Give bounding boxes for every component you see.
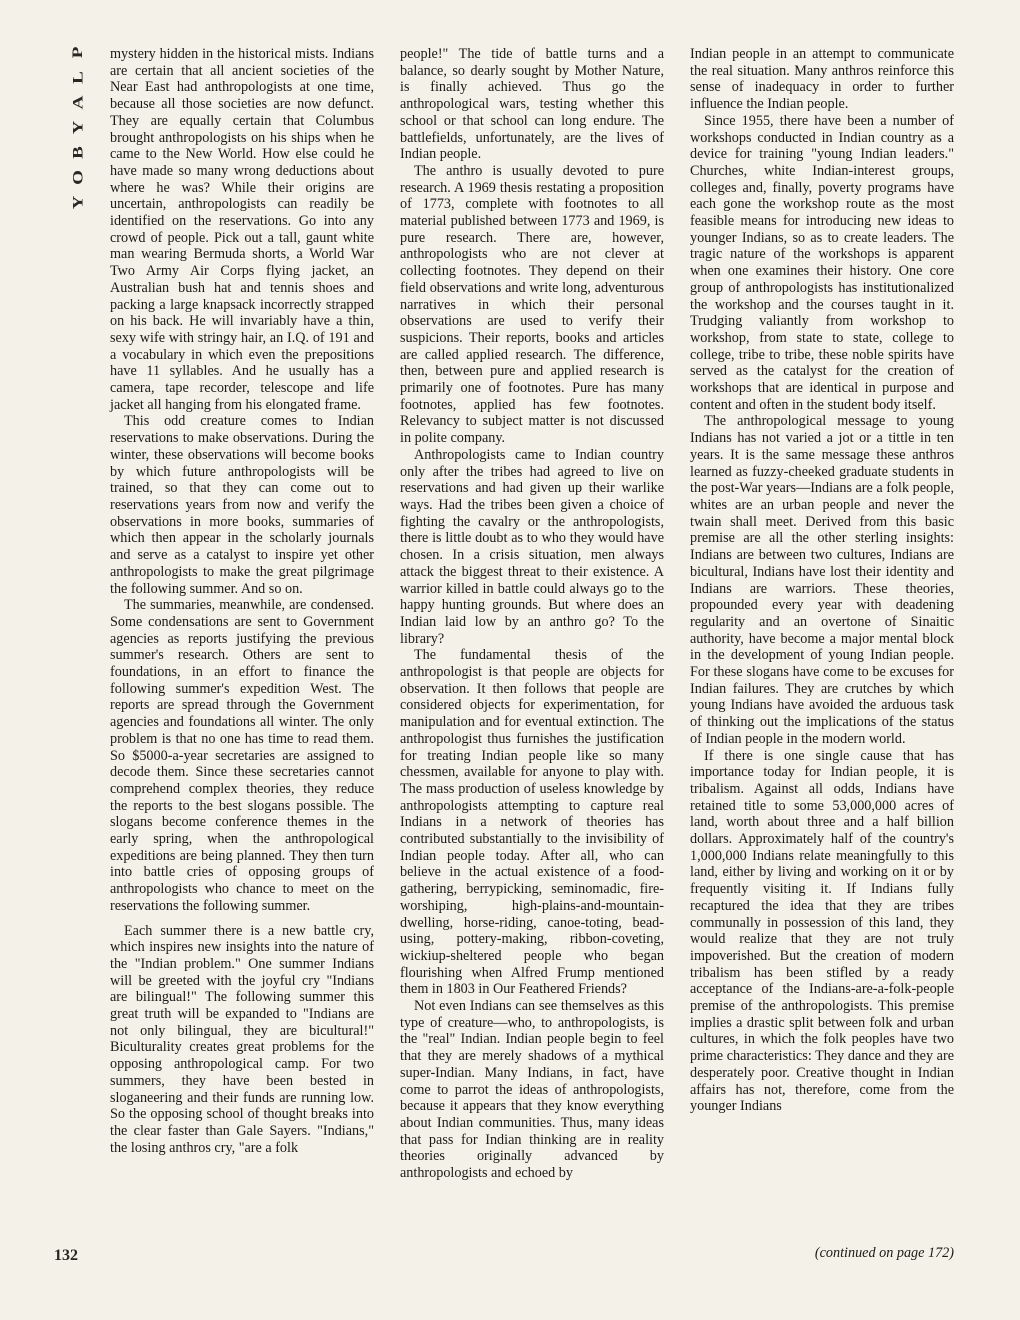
masthead-letter: A <box>69 95 87 110</box>
continuation-note: (continued on page 172) <box>814 1245 954 1261</box>
paragraph: The anthropological message to young Indians has not varied a jot or a tittle in ten years. It is the same message these anthros learned as fuzzy-cheeked graduate students in the post-War years—Indians are a folk people, whites are an urban people and never the twain shall meet. Derived from this basic premise are all the other sterling insights: Indians are between two cultures, Indians are bicultural, Indians have lost their identity and Indians are warriors. These theories, propounded every year with deadening regularity and an overtone of Sinaitic authority, have become a major mental block in the development of young Indian people. For these slogans have come to be excuses for Indian failures. They are crutches by which young Indians have avoided the arduous task of thinking out the implications of the status of Indian people in the modern world. <box>690 413 954 747</box>
paragraph: Anthropologists came to Indian country only after the tribes had agreed to live on reservations and had given up their warlike ways. Had the tribes been given a choice of fighting the cavalry or the anthropologists, there is little doubt as to who they would have chosen. In a crisis situation, men always attack the biggest threat to their existence. A warrior killed in battle could always go to the happy hunting grounds. But where does an Indian laid low by an anthro go? To the library? <box>400 446 664 647</box>
masthead-letter: P <box>69 46 87 59</box>
paragraph: If there is one single cause that has importance today for Indian people, it is tribalism. Against all odds, Indians have retained title to some 53,000,000 acres of land, worth about three and a half billion dollars. Approximately half of the country's 1,000,000 Indians relate meaningfully to this land, either by living and working on it or by frequently visiting it. If Indians fully recaptured the idea that they are tribes communally in possession of this land, they would realize that they are not truly impoverished. But the creation of modern tribalism has been stifled by a ready acceptance of the Indians-are-a-folk-people premise of the anthropologists. This premise implies a drastic split between folk and urban cultures, in which the folk peoples have two prime characteristics: They dance and they are desperately poor. Creative thought in Indian affairs has not, therefore, come from the younger Indians <box>690 747 954 1115</box>
text-column-1 <box>110 46 374 1156</box>
page-number: 132 <box>54 1247 78 1264</box>
paragraph: The anthro is usually devoted to pure research. A 1969 thesis restating a proposition of 1773, complete with footnotes to all material published between 1773 and 1969, is pure research. There are, however, anthropologists who are not clever at collecting footnotes. They depend on their field observations and write long, adventurous narratives in which their personal observations are used to verify their suspicions. Their reports, books and articles are called applied research. The difference, then, between pure and applied research is primarily one of footnotes. Pure has many footnotes, applied has few footnotes. Relevancy to subject matter is not discussed in polite company. <box>400 162 664 447</box>
paragraph: people!" The tide of battle turns and a balance, so dearly sought by Mother Nature, is finally achieved. Thus go the anthropological wars, testing whether this school or that school can long endure. The battlefields, unfortunately, are the lives of Indian people. <box>400 46 664 163</box>
paragraph: This odd creature comes to Indian reservations to make observations. During the winter, these observations will become books by which future anthropologists will be trained, so that they can come out to reservations years from now and verify the observations in more books, summaries of which then appear in the scholarly journals and serve as a catalyst to inspire yet other anthropologists to make the great pilgrimage the following summer. And so on. <box>110 413 374 597</box>
paragraph: The summaries, meanwhile, are condensed. Some condensations are sent to Government agencies as reports justifying the previous summer's research. Others are sent to foundations, in an effort to finance the following summer's expedition West. The reports are spread through the Government agencies and foundations all winter. The only problem is that no one has time to read them. So $5000-a-year secretaries are assigned to decode them. Since these secretaries cannot comprehend complex theories, they reduce the reports to the best slogans possible. The slogans become conference themes in the early spring, when the anthropological expeditions are being planned. They then turn into battle cries of opposing groups of anthropologists who chance to meet on the reservations the following summer. <box>110 597 374 914</box>
paragraph: Not even Indians can see themselves as this type of creature—who, to anthropologists, is the "real" Indian. Indian people begin to feel that they are merely shadows of a mythical super-Indian. Many Indians, in fact, have come to parrot the ideas of anthropologists, because it appears that they know everything about Indian communities. Thus, many ideas that pass for Indian thinking are in reality theories originally advanced by anthropologists and echoed by <box>400 998 664 1182</box>
text-column-2 <box>400 46 664 1182</box>
paragraph: Each summer there is a new battle cry, which inspires new insights into the nature of the "Indian problem." One summer Indians will be greeted with the joyful cry "Indians are bilingual!" The following summer this great truth will be expanded to "Indians are not only bilingual, they are bicultural!" Biculturality creates great problems for the opposing anthropological camp. For two summers, they have been bested in sloganeering and their funds are running low. So the opposing school of thought breaks into the clear faster than Gale Sayers. "Indians," the losing anthros cry, "are a folk <box>110 922 374 1156</box>
text-column-3 <box>690 46 954 1115</box>
masthead <box>68 40 87 215</box>
paragraph: Since 1955, there have been a number of workshops conducted in Indian country as a device for training "young Indian leaders." Churches, white Indian-interest groups, colleges and, finally, poverty programs have each gone the workshop route as the most feasible means for introducing new ideas to younger Indians, so as to create leaders. The tragic nature of the workshops is apparent when one examines their history. One core group of anthropologists has institutionalized the workshop and the courses taught in it. Trudging valiantly from workshop to workshop, from state to state, college to college, tribe to tribe, these noble spirits have served as the catalyst for the creation of workshops that are identical in purpose and content and often in the student body itself. <box>690 112 954 413</box>
masthead-letter: O <box>69 170 87 185</box>
paragraph: Indian people in an attempt to communicate the real situation. Many anthros reinforce this sense of inadequacy in order to further influence the Indian people. <box>690 46 954 113</box>
masthead-letter: L <box>69 71 87 84</box>
masthead-letter: Y <box>69 195 87 210</box>
masthead-letter: Y <box>69 120 87 135</box>
paragraph: mystery hidden in the historical mists. Indians are certain that all ancient societies of the Near East had anthropologists at one time, because all those societies are now defunct. They are equally certain that Columbus brought anthropologists on his ships when he came to the New World. How else could he have made so many wrong deductions about where he was? While their origins are uncertain, anthropologists can readily be identified on the reservations. Go into any crowd of people. Pick out a tall, gaunt white man wearing Bermuda shorts, a World War Two Army Air Corps flying jacket, an Australian bush hat and tennis shoes and packing a large knapsack incorrectly strapped on his back. He will invariably have a thin, sexy wife with stringy hair, an I.Q. of 191 and a vocabulary in which even the prepositions have 11 syllables. And he usually has a camera, tape recorder, telescope and life jacket all hanging from his elongated frame. <box>110 46 374 413</box>
paragraph: The fundamental thesis of the anthropologist is that people are objects for observation. It then follows that people are considered objects for experimentation, for manipulation and for eventual extinction. The anthropologist thus furnishes the justification for treating Indian people like so many chessmen, available for anyone to play with. The mass production of useless knowledge by anthropologists attempting to capture real Indians in a network of theories has contributed substantially to the invisibility of Indian people today. After all, who can believe in the actual existence of a food-gathering, berrypicking, seminomadic, fire-worshiping, high-plains-and-mountain-dwelling, horse-riding, canoe-toting, bead-using, pottery-making, ribbon-coveting, wickiup-sheltered people who began flourishing when Alfred Frump mentioned them in 1803 in Our Feathered Friends? <box>400 647 664 998</box>
masthead-letter: B <box>69 146 87 159</box>
